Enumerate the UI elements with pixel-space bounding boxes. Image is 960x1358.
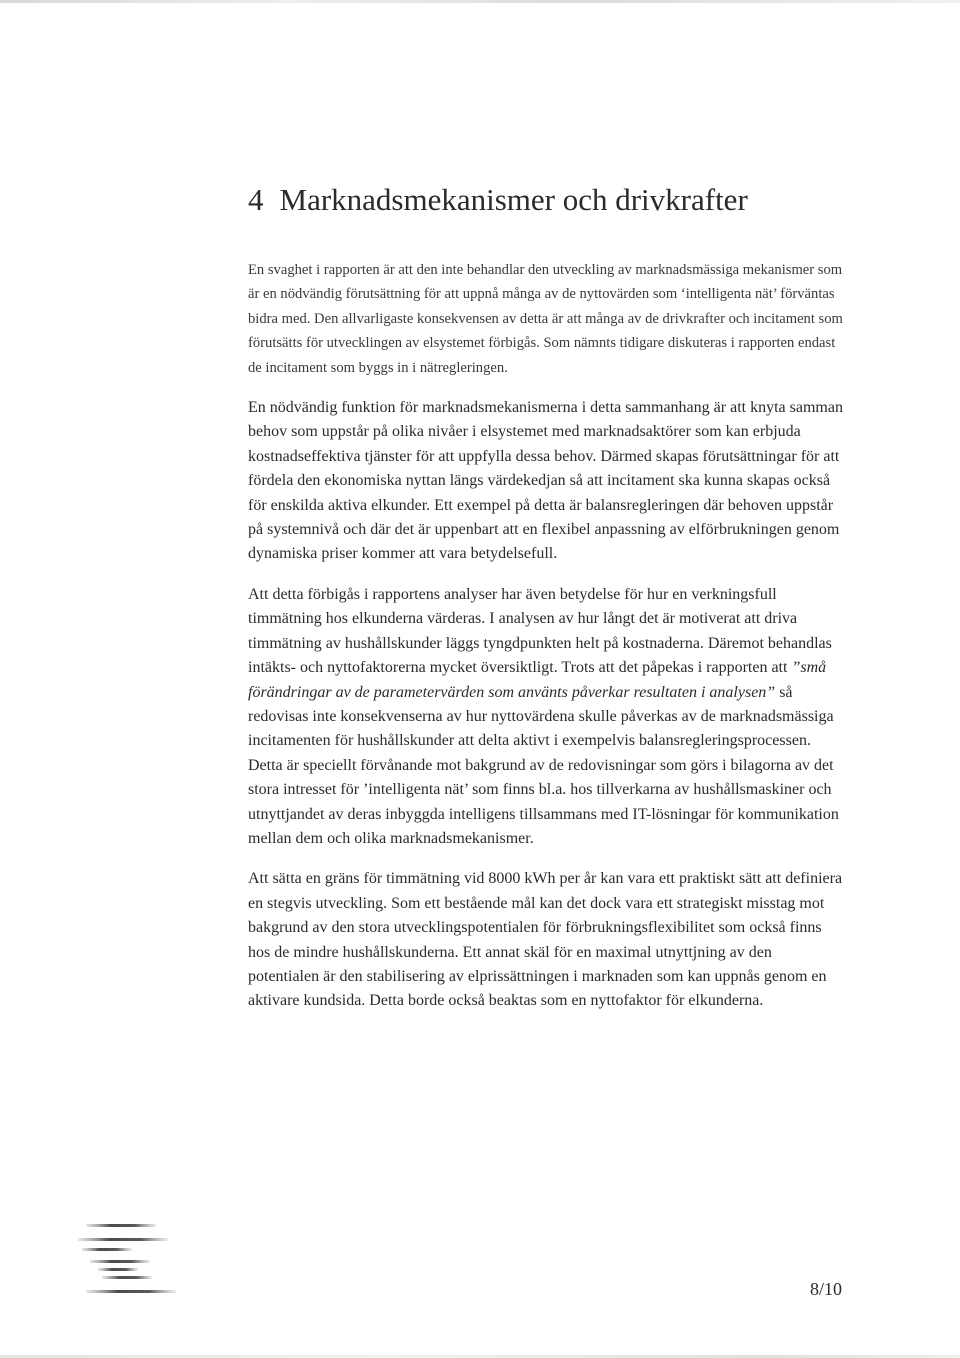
section-number: 4 [248, 182, 264, 217]
paragraph-3-after: så redovisas inte konsekvenserna av hur nyttovärdena skulle påverkas av de marknadsmässiga incitamenten för hushållskunder att delta aktivt i exempelvis balansregleringsprocessen. Detta är speciellt förvånande mot bakgrund av de redovisningar som görs i bilagorna av det stora intresset för ’intelligenta nät’ som finns bl.a. hos tillverkarna av hushållsmaskiner och utnyttjandet av deras inbyggda intelligens tillsammans med IT-lösningar för kommunikation mellan dem och olika marknadsmekanismer. [248, 683, 839, 847]
paragraph-3-quote: ”små förändringar av de parametervärden som använts påverkar resultaten i analysen” [248, 659, 827, 701]
section-title: Marknadsmekanismer och drivkrafter [279, 182, 748, 217]
paragraph-2: En nödvändig funktion för marknadsmekanismerna i detta sammanhang är att knyta samman behov som uppstår på olika nivåer i elsystemet med marknadsaktörer som kan erbjuda kostnadseffektiva tjänster för att uppfylla dessa behov. Därmed skapas förutsättningar för att fördela den ekonomiska nyttan längs värdekedjan så att incitament ska kunna skapas också för enskilda aktiva elkunder. Ett exempel på detta är balansregleringen där behoven uppstår på systemnivå och där det är uppenbart att en flexibel anpassning av elförbrukningen genom dynamiska priser kommer att vara betydelsefull. [248, 399, 843, 563]
paragraph-4: Att sätta en gräns för timmätning vid 8000 kWh per år kan vara ett praktiskt sätt att definiera en stegvis utveckling. Som ett bestående mål kan det dock vara ett strategiskt misstag mot bakgrund av den stora utvecklingspotentialen för förbrukningsflexibilitet som också finns hos de mindre hushållskunderna. Ett annat skäl för en maximal utnyttjning av den potentialen är den stabilisering av elprissättningen i marknaden som kan uppnås genom en aktivare kundsida. Detta borde också beaktas som en nyttofaktor för elkunderna. [248, 870, 843, 1010]
striped-lines-logo-icon [72, 1218, 182, 1302]
page-number: 8/10 [809, 1279, 842, 1299]
body-text [248, 258, 844, 1030]
section-heading [248, 182, 748, 218]
scan-top-edge [0, 0, 960, 3]
paragraph-3-before: Att detta förbigås i rapportens analyser har även betydelse för hur en verkningsfull timmätning hos elkunderna värderas. I analysen av hur långt det är motiverat att driva timmätning av hushållskunder läggs tyngdpunkten helt på kostnaderna. Däremot behandlas intäkts- och nyttofaktorerna mycket översiktligt. Trots att det påpekas i rapporten att [248, 585, 832, 677]
paragraph-3 [248, 583, 844, 851]
paragraph-1: En svaghet i rapporten är att den inte behandlar den utveckling av marknadsmässiga mekanismer som är en nödvändig förutsättning för att uppnå många av de nyttovärden som ‘intelligenta nät’ förväntas bidra med. Den allvarligaste konsekvensen av detta är att många av de drivkrafter och incitament som förutsätts för utvecklingen av elsystemet förbigås. Som nämnts tidigare diskuteras i rapporten endast de incitament som byggs in i nätregleringen. [248, 262, 843, 376]
